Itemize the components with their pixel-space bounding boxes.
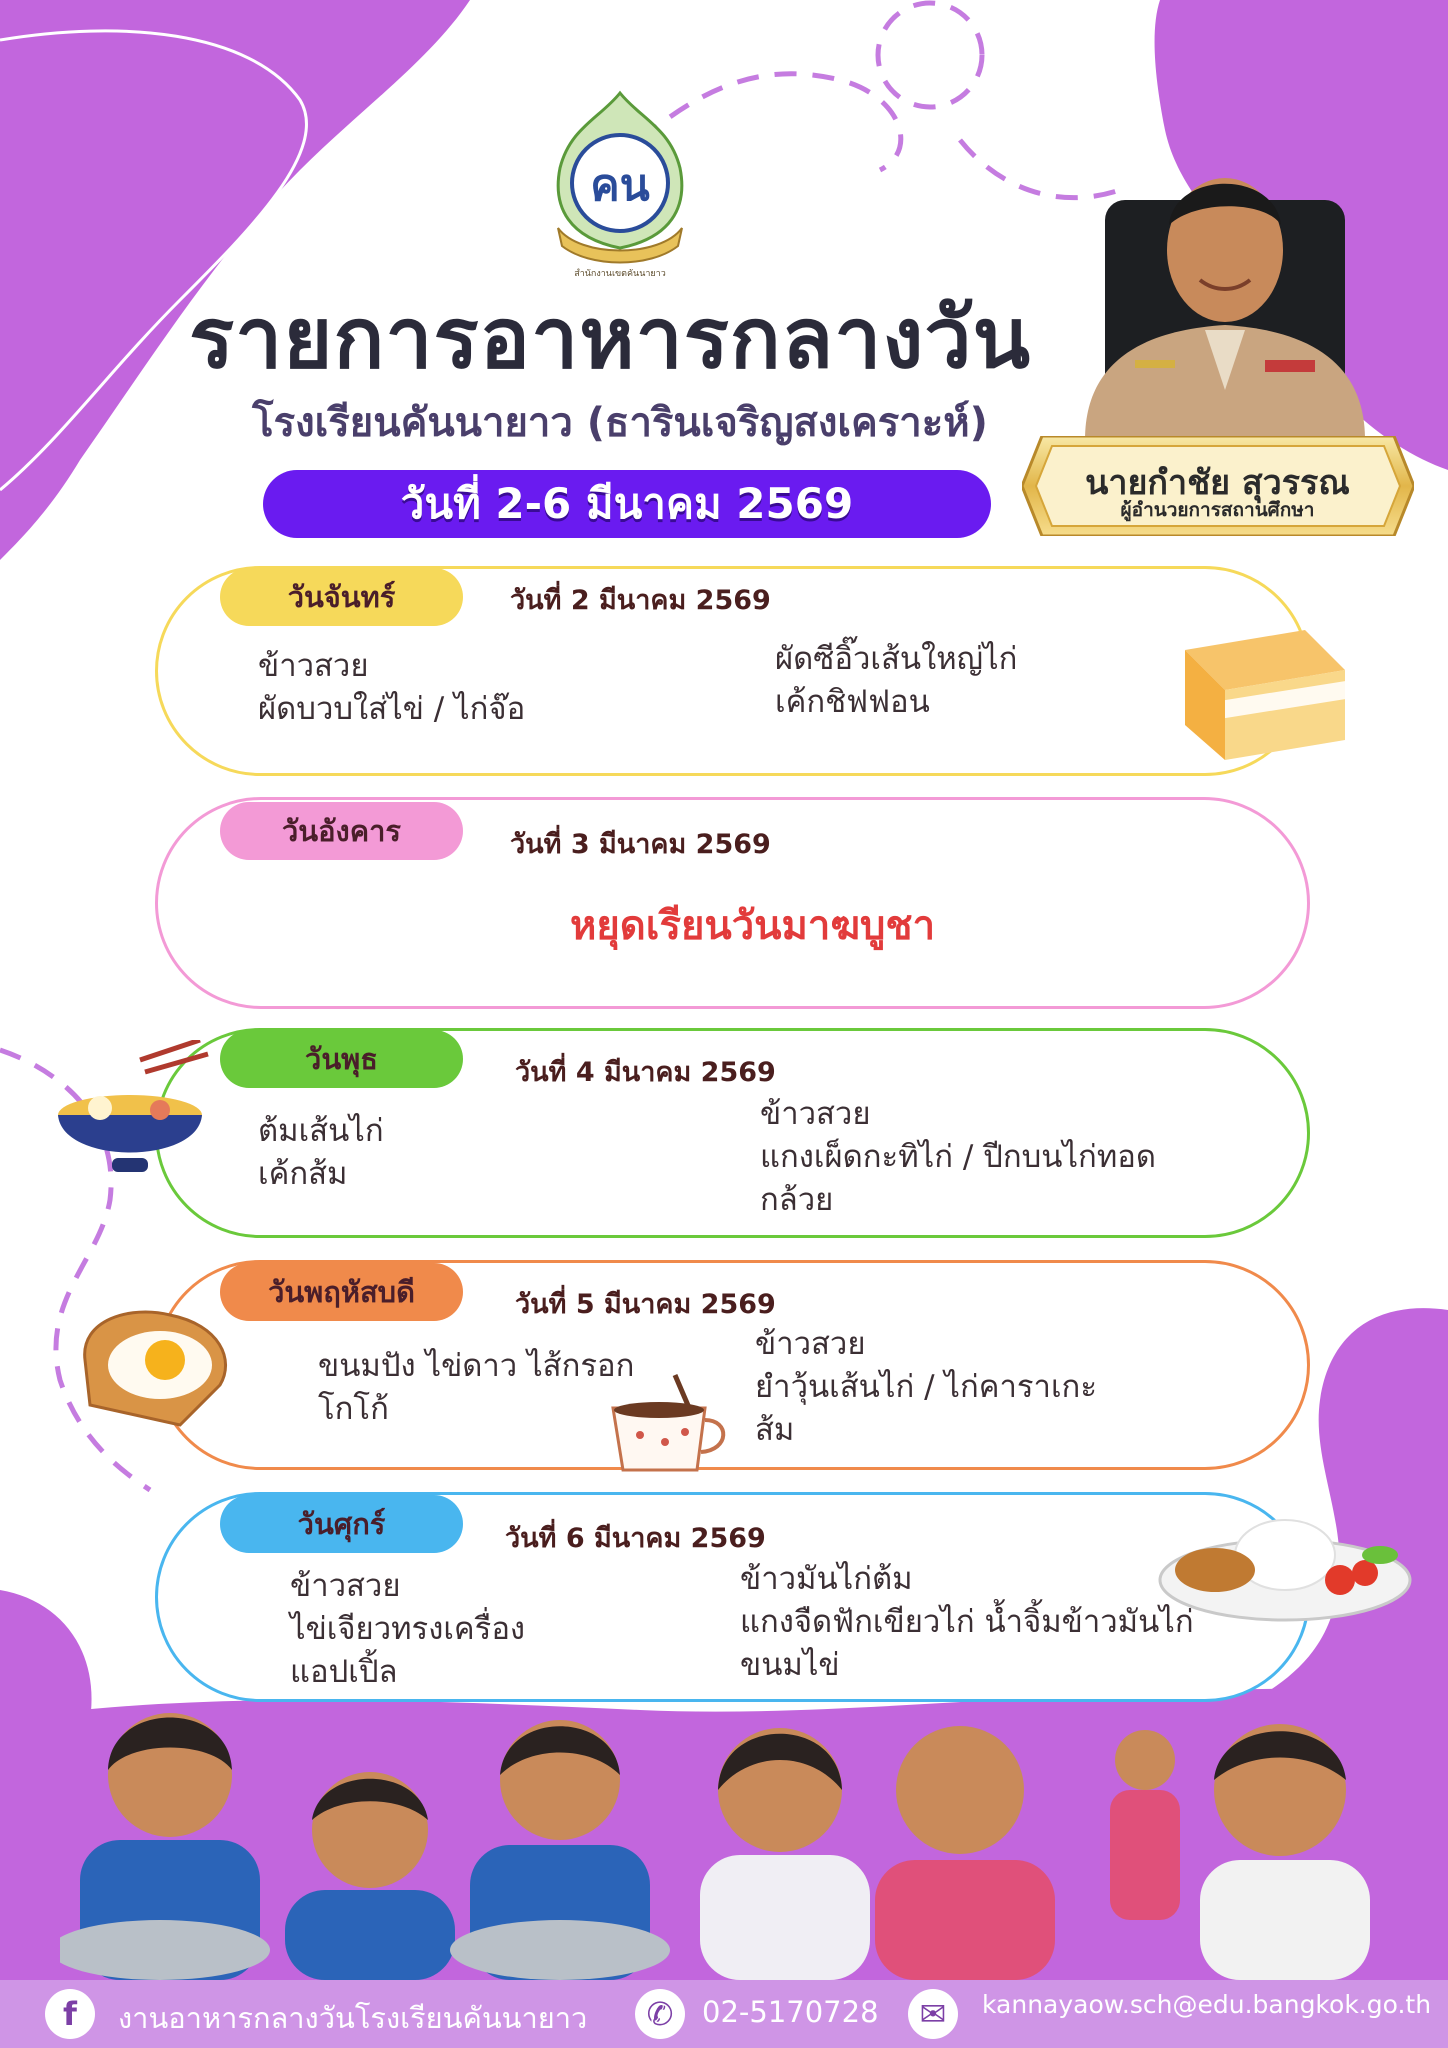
page-title: รายการอาหารกลางวัน	[188, 289, 1032, 387]
menu-item: ข้าวสวย	[760, 1096, 871, 1132]
week-date-pill: วันที่ 2-6 มีนาคม 2569	[263, 470, 991, 538]
menu-thursday-right	[755, 1323, 1097, 1452]
menu-item: ผัดซีอิ๊วเส้นใหญ่ไก่	[775, 641, 1018, 677]
menu-item: ข้าวสวย	[755, 1326, 866, 1362]
principal-title: ผู้อำนวยการสถานศึกษา	[1120, 499, 1315, 521]
chicken-rice-plate-icon	[1155, 1485, 1415, 1625]
day-tab-thursday: วันพฤหัสบดี	[220, 1263, 463, 1321]
menu-friday-right	[740, 1558, 1194, 1687]
day-tab-monday: วันจันทร์	[220, 568, 463, 626]
day-tab-wednesday: วันพุธ	[220, 1030, 463, 1088]
students-illustration	[60, 1680, 1420, 1980]
menu-wednesday-left	[258, 1110, 384, 1196]
day-date-tuesday: วันที่ 3 มีนาคม 2569	[510, 829, 771, 860]
principal-name: นายกำชัย สุวรรณ	[1085, 463, 1350, 503]
svg-text:คน: คน	[590, 160, 650, 211]
menu-item: ขนมไข่	[740, 1647, 840, 1683]
svg-text:สำนักงานเขตคันนายาว: สำนักงานเขตคันนายาว	[574, 269, 666, 278]
phone-icon: ✆	[635, 1989, 685, 2039]
email-icon: ✉	[908, 1989, 958, 2039]
day-tab-friday: วันศุกร์	[220, 1495, 463, 1553]
principal-photo	[1065, 130, 1385, 440]
menu-item: ข้าวสวย	[258, 648, 369, 684]
menu-item: แกงเผ็ดกะทิไก่ / ปีกบนไก่ทอด	[760, 1139, 1157, 1175]
school-name: โรงเรียนคันนายาว (ธารินเจริญสงเคราะห์)	[252, 400, 988, 446]
day-tab-tuesday: วันอังคาร	[220, 802, 463, 860]
cocoa-cup-icon	[605, 1370, 735, 1480]
facebook-icon[interactable]: f	[45, 1989, 95, 2039]
menu-item: ข้าวมันไก่ต้ม	[740, 1561, 913, 1597]
menu-item: กล้วย	[760, 1182, 834, 1218]
menu-item: เค้กชิฟฟอน	[775, 684, 930, 720]
menu-item: ไข่เจียวทรงเครื่อง	[290, 1611, 526, 1647]
menu-item: แกงจืดฟักเขียวไก่ น้ำจิ้มข้าวมันไก่	[740, 1604, 1194, 1640]
holiday-notice: หยุดเรียนวันมาฆบูชา	[570, 903, 936, 949]
menu-item: โกโก้	[318, 1391, 389, 1427]
menu-friday-left	[290, 1565, 525, 1694]
menu-monday-left	[258, 645, 525, 731]
toast-egg-icon	[70, 1300, 240, 1440]
menu-item: ข้าวสวย	[290, 1568, 401, 1604]
menu-thursday-left	[318, 1345, 634, 1431]
menu-item: ส้ม	[755, 1412, 795, 1448]
menu-wednesday-right	[760, 1093, 1156, 1222]
menu-item: ผัดบวบใส่ไข่ / ไก่จ๊อ	[258, 691, 526, 727]
chiffon-cake-icon	[1175, 620, 1350, 765]
email-address[interactable]: kannayaow.sch@edu.bangkok.go.th	[982, 1990, 1432, 2019]
day-date-monday: วันที่ 2 มีนาคม 2569	[510, 585, 771, 616]
menu-item: ต้มเส้นไก่	[258, 1113, 384, 1149]
menu-item: เค้กส้ม	[258, 1156, 348, 1192]
menu-item: ยำวุ้นเส้นไก่ / ไก่คาราเกะ	[755, 1369, 1097, 1405]
facebook-page-link[interactable]: งานอาหารกลางวันโรงเรียนคันนายาว	[118, 2001, 588, 2035]
school-logo	[540, 88, 700, 278]
day-date-thursday: วันที่ 5 มีนาคม 2569	[515, 1289, 776, 1320]
day-date-friday: วันที่ 6 มีนาคม 2569	[505, 1523, 766, 1554]
noodle-bowl-icon	[50, 1040, 210, 1190]
day-date-wednesday: วันที่ 4 มีนาคม 2569	[515, 1057, 776, 1088]
phone-number[interactable]: 02-5170728	[702, 1995, 879, 2029]
menu-monday-right	[775, 638, 1017, 724]
menu-item: ขนมปัง ไข่ดาว ไส้กรอก	[318, 1348, 635, 1384]
menu-item: แอปเปิ้ล	[290, 1654, 398, 1690]
